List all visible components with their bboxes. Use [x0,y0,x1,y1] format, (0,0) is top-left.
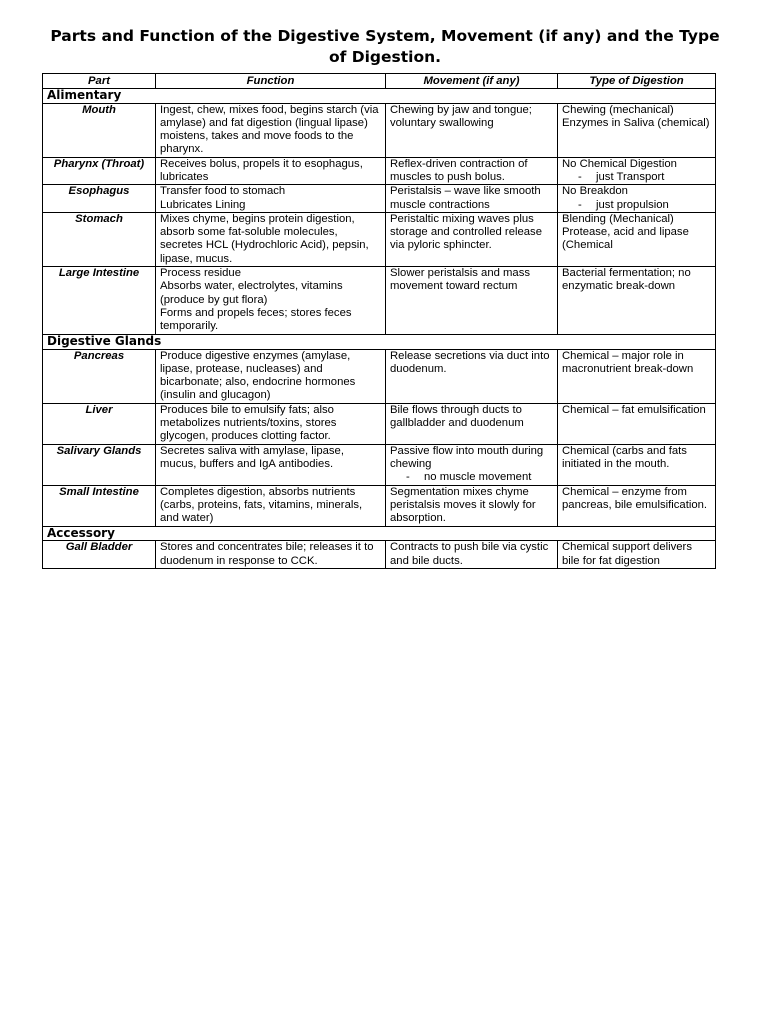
table-row [43,267,716,335]
table-row [43,103,716,157]
function-line: Process residue [160,267,241,280]
part-name: Small Intestine [43,485,156,526]
table-row [43,349,716,403]
function-cell: Mixes chyme, begins protein digestion, absorb some fat-soluble molecules, secretes HCL (Hydrochloric Acid), pepsin, lipase, mucus. [156,212,386,266]
function-cell: Produces bile to emulsify fats; also metabolizes nutrients/toxins, stores glycogen, produces clotting factor. [156,403,386,444]
function-cell: Ingest, chew, mixes food, begins starch (via amylase) and fat digestion (lingual lipase) moistens, takes and move foods to the pharynx. [156,103,386,157]
movement-cell: Slower peristalsis and mass movement toward rectum [386,267,558,335]
type-line: Protease, acid and lipase (Chemical [562,226,689,252]
part-name: Salivary Glands [43,444,156,485]
part-name: Stomach [43,212,156,266]
movement-sub-text: no muscle movement [424,471,532,484]
type-cell [558,103,716,157]
type-cell: Chemical – enzyme from pancreas, bile emulsification. [558,485,716,526]
function-cell: Completes digestion, absorbs nutrients (carbs, proteins, fats, vitamins, minerals, and water) [156,485,386,526]
movement-cell: Peristaltic mixing waves plus storage and controlled release via pyloric sphincter. [386,212,558,266]
type-sub-item [562,171,711,184]
part-name: Esophagus [43,185,156,213]
type-cell [558,212,716,266]
table-row [43,157,716,185]
section-label: Accessory [43,526,716,541]
part-name: Pharynx (Throat) [43,157,156,185]
part-name: Mouth [43,103,156,157]
section-label: Alimentary [43,89,716,104]
bullet-dash: - [578,170,582,183]
type-line: Enzymes in Saliva (chemical) [562,116,710,129]
movement-line: Passive flow into mouth during chewing [390,444,544,471]
function-cell: Stores and concentrates bile; releases it to duodenum in response to CCK. [156,541,386,569]
movement-sub-item [390,471,553,484]
function-cell: Secretes saliva with amylase, lipase, mucus, buffers and IgA antibodies. [156,444,386,485]
type-cell [558,157,716,185]
part-name: Pancreas [43,349,156,403]
digestive-table [42,73,716,569]
type-sub-text: just Transport [596,170,665,183]
type-line: No Chemical Digestion [562,157,677,170]
type-cell: Chemical (carbs and fats initiated in the mouth. [558,444,716,485]
type-line: No Breakdon [562,185,628,198]
type-cell: Chemical – major role in macronutrient break-down [558,349,716,403]
bullet-dash: - [406,471,410,484]
type-line: Blending (Mechanical) [562,212,674,225]
function-cell: Receives bolus, propels it to esophagus, lubricates [156,157,386,185]
function-line: Forms and propels feces; stores feces temporarily. [160,306,352,333]
type-cell [558,185,716,213]
function-line: Transfer food to stomach [160,185,286,198]
table-row [43,212,716,266]
movement-cell: Bile flows through ducts to gallbladder and duodenum [386,403,558,444]
function-cell [156,185,386,213]
table-row [43,485,716,526]
type-line: Chewing (mechanical) [562,103,674,116]
header-movement: Movement (if any) [386,74,558,89]
table-header-row [43,74,716,89]
function-line: Absorbs water, electrolytes, vitamins (produce by gut flora) [160,280,343,306]
function-cell [156,267,386,335]
type-sub-text: just propulsion [596,198,669,211]
movement-cell: Segmentation mixes chyme peristalsis moves it slowly for absorption. [386,485,558,526]
movement-cell: Contracts to push bile via cystic and bile ducts. [386,541,558,569]
table-row [43,444,716,485]
header-part: Part [43,74,156,89]
function-line: Lubricates Lining [160,198,246,211]
part-name: Liver [43,403,156,444]
movement-cell [386,444,558,485]
movement-cell: Reflex-driven contraction of muscles to push bolus. [386,157,558,185]
type-cell: Chemical – fat emulsification [558,403,716,444]
part-name: Large Intestine [43,267,156,335]
movement-cell: Peristalsis – wave like smooth muscle contractions [386,185,558,213]
type-sub-item [562,199,711,212]
section-label: Digestive Glands [43,335,716,350]
table-row [43,185,716,213]
type-cell: Bacterial fermentation; no enzymatic break-down [558,267,716,335]
movement-cell: Chewing by jaw and tongue; voluntary swallowing [386,103,558,157]
table-row [43,541,716,569]
function-cell: Produce digestive enzymes (amylase, lipase, protease, nucleases) and bicarbonate; also, endocrine hormones (insulin and glucagon) [156,349,386,403]
table-row [43,403,716,444]
header-function: Function [156,74,386,89]
section-row-digestive-glands [43,335,716,350]
type-cell: Chemical support delivers bile for fat digestion [558,541,716,569]
page-title: Parts and Function of the Digestive System, Movement (if any) and the Type of Digestion. [50,27,720,66]
movement-cell: Release secretions via duct into duodenum. [386,349,558,403]
part-name: Gall Bladder [43,541,156,569]
section-row-accessory [43,526,716,541]
section-row-alimentary [43,89,716,104]
header-type: Type of Digestion [558,74,716,89]
bullet-dash: - [578,198,582,211]
